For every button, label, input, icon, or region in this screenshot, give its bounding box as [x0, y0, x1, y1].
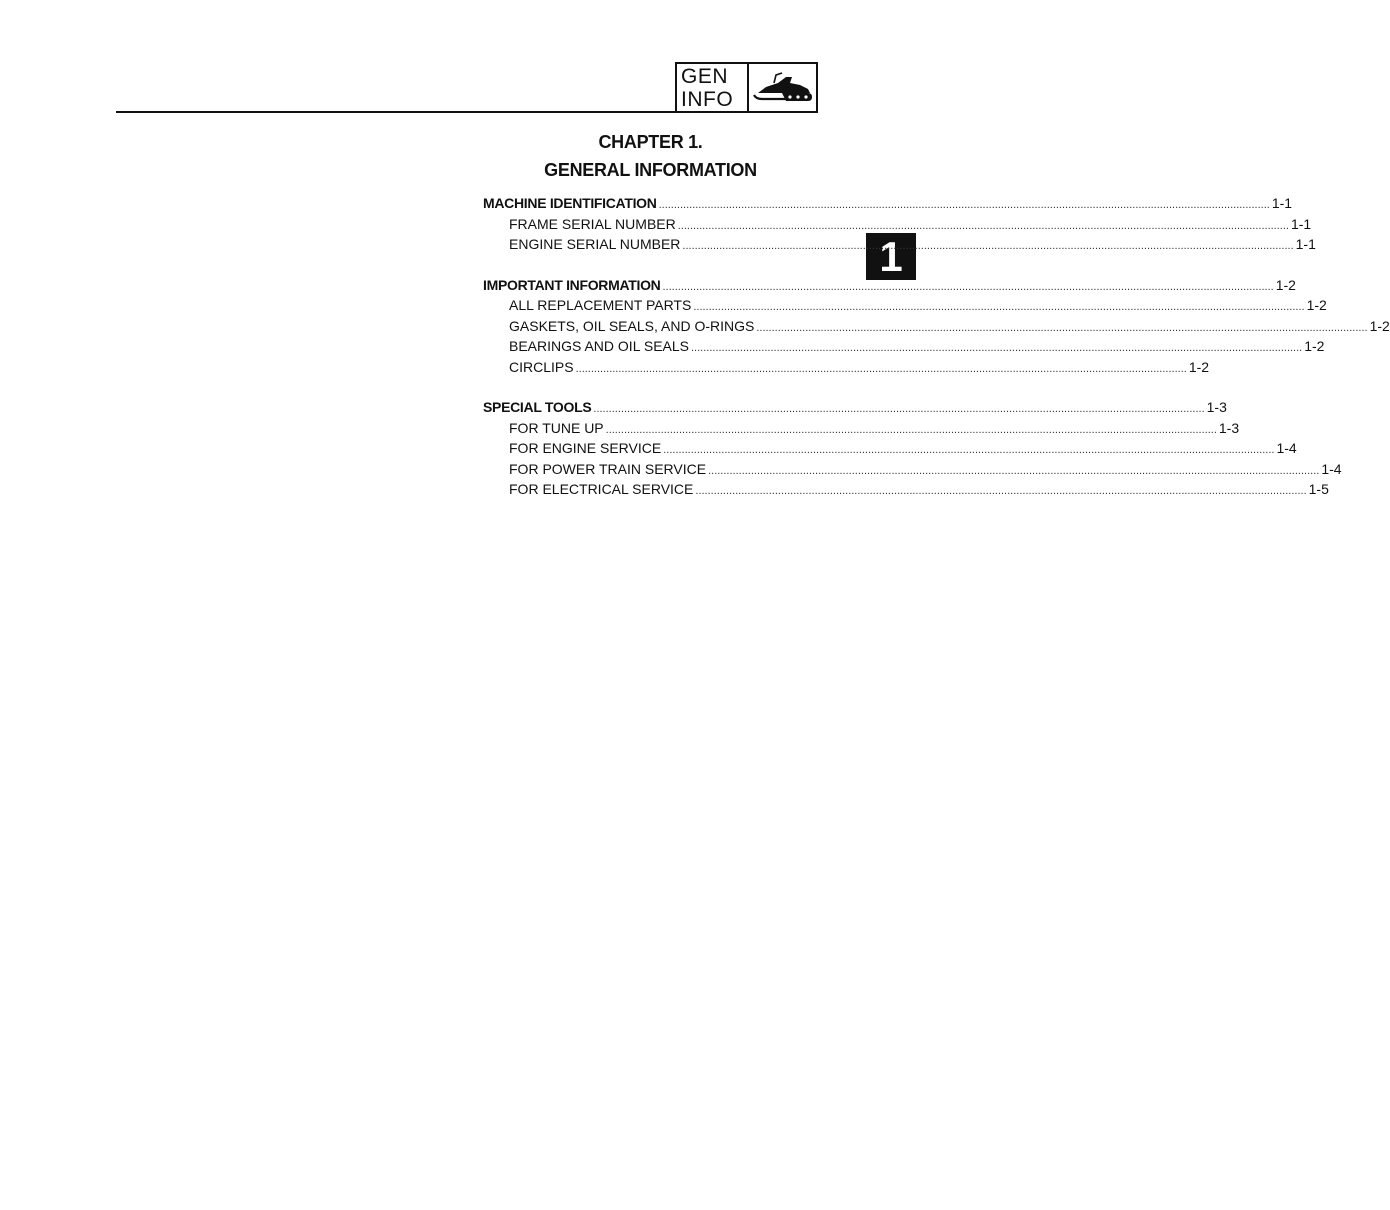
toc-entry-label: SPECIAL TOOLS — [483, 399, 592, 415]
chapter-name: GENERAL INFORMATION — [544, 160, 757, 180]
toc-entry — [483, 460, 1342, 482]
toc-entry-label: MACHINE IDENTIFICATION — [483, 195, 657, 211]
toc-section-heading — [483, 195, 1293, 216]
toc-page-number: 1-2 — [1275, 276, 1296, 293]
table-of-contents — [483, 195, 1390, 522]
toc-section-heading — [483, 276, 1296, 298]
toc-leader-dots: ........................................................................................................................................................................................................ — [695, 485, 1307, 497]
toc-leader-dots: ........................................................................................................................................................................................................ — [693, 301, 1305, 313]
toc-entry — [483, 358, 1210, 380]
toc-page-number: 1-3 — [1218, 419, 1240, 436]
toc-entry — [483, 236, 1316, 257]
toc-entry-label: FOR ELECTRICAL SERVICE — [509, 481, 694, 497]
toc-page-number: 1-4 — [1321, 460, 1342, 477]
toc-leader-dots: ........................................................................................................................................................................................................ — [677, 219, 1289, 232]
badge-line-2: INFO — [681, 87, 734, 111]
toc-entry — [483, 481, 1329, 502]
toc-entry-label: FOR POWER TRAIN SERVICE — [509, 460, 707, 477]
toc-page-number: 1-2 — [1304, 338, 1325, 354]
toc-page-number: 1-4 — [1276, 440, 1297, 456]
toc-page-number: 1-1 — [1290, 215, 1312, 232]
toc-entry — [483, 317, 1390, 339]
toc-leader-dots: ........................................................................................................................................................................................................ — [593, 403, 1205, 415]
toc-leader-dots: ........................................................................................................................................................................................................ — [756, 321, 1368, 334]
toc-leader-dots: ........................................................................................................................................................................................................ — [658, 199, 1270, 211]
chapter-title — [483, 128, 818, 184]
toc-page-number: 1-3 — [1206, 399, 1227, 415]
toc-entry-label: ALL REPLACEMENT PARTS — [509, 297, 692, 313]
toc-leader-dots: ........................................................................................................................................................................................................ — [663, 444, 1275, 456]
section-badge — [675, 62, 818, 113]
toc-entry-label: BEARINGS AND OIL SEALS — [509, 338, 689, 354]
toc-leader-dots: ........................................................................................................................................................................................................ — [662, 280, 1274, 293]
toc-leader-dots: ........................................................................................................................................................................................................ — [605, 423, 1217, 436]
toc-page-number: 1-2 — [1188, 358, 1210, 375]
toc-leader-dots: ........................................................................................................................................................................................................ — [708, 464, 1320, 477]
toc-page-number: 1-1 — [1295, 236, 1316, 252]
toc-entry — [483, 338, 1325, 359]
toc-section — [483, 195, 1316, 257]
toc-entry — [483, 419, 1240, 441]
toc-leader-dots: ........................................................................................................................................................................................................ — [575, 362, 1187, 375]
header-rule — [116, 111, 676, 113]
toc-page-number: 1-2 — [1306, 297, 1327, 313]
toc-entry-label: FOR TUNE UP — [509, 419, 604, 436]
toc-section — [483, 276, 1390, 380]
toc-page-number: 1-1 — [1271, 195, 1293, 211]
toc-leader-dots: ........................................................................................................................................................................................................ — [682, 240, 1294, 252]
toc-entry — [483, 440, 1297, 461]
toc-leader-dots: ........................................................................................................................................................................................................ — [691, 342, 1303, 354]
chapter-number: CHAPTER 1. — [598, 132, 703, 152]
toc-entry-label: GASKETS, OIL SEALS, AND O-RINGS — [509, 317, 755, 334]
badge-line-1: GEN — [681, 64, 729, 88]
snowmobile-icon — [749, 64, 816, 111]
toc-section-heading — [483, 399, 1227, 420]
toc-entry-label: FOR ENGINE SERVICE — [509, 440, 662, 456]
toc-entry — [483, 215, 1312, 237]
toc-page-number: 1-5 — [1308, 481, 1329, 497]
toc-entry-label: FRAME SERIAL NUMBER — [509, 215, 676, 232]
badge-text — [677, 64, 749, 111]
toc-entry-label: CIRCLIPS — [509, 358, 574, 375]
toc-page-number: 1-2 — [1369, 317, 1390, 334]
toc-entry-label: IMPORTANT INFORMATION — [483, 276, 661, 293]
toc-entry — [483, 297, 1327, 318]
toc-entry-label: ENGINE SERIAL NUMBER — [509, 236, 681, 252]
toc-section — [483, 399, 1342, 502]
chapter-tab-marker: 1 — [866, 233, 916, 280]
